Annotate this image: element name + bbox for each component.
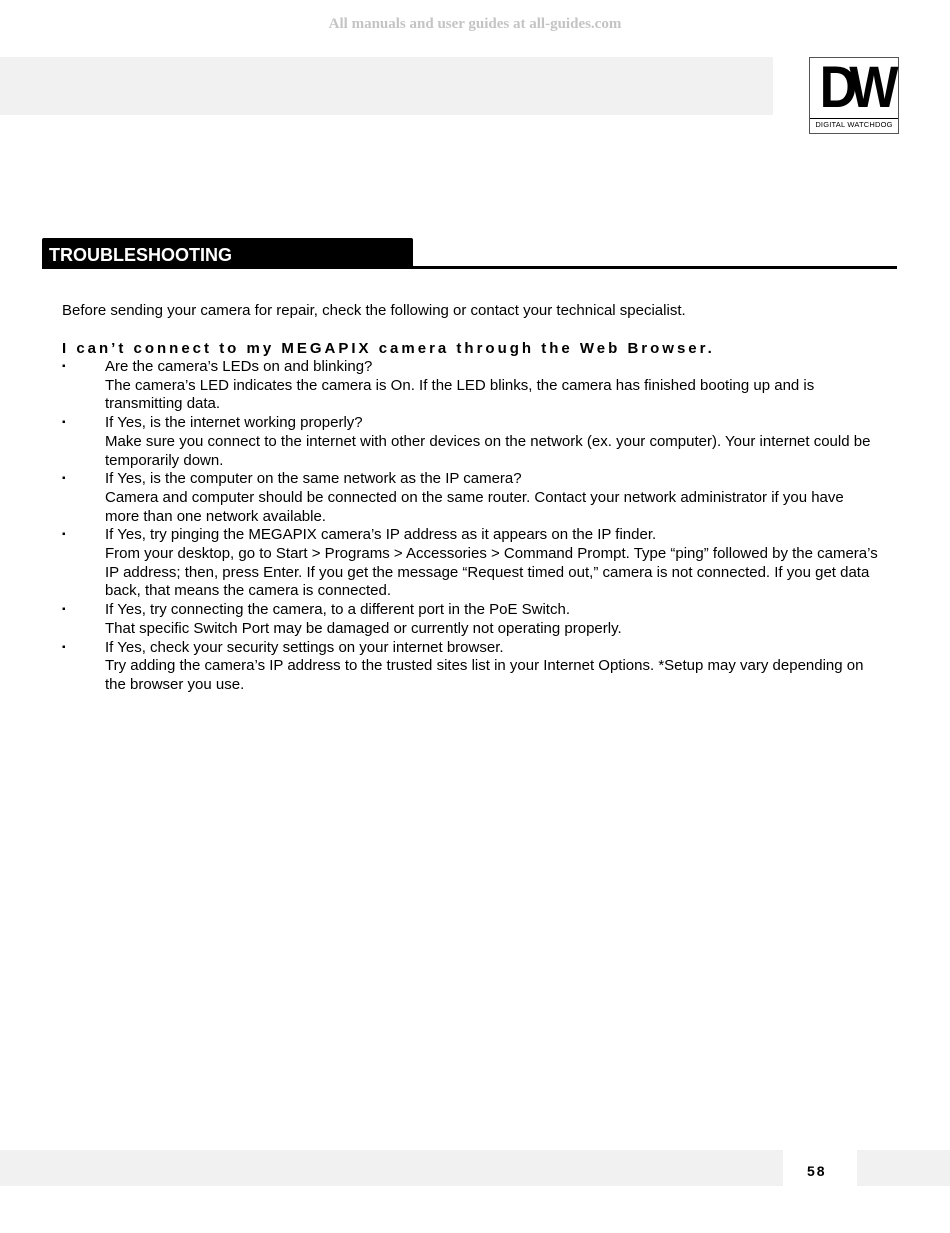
item-check: If Yes, try pinging the MEGAPIX camera’s IP address as it appears on the IP finder.	[105, 526, 657, 544]
section-header-tab	[42, 238, 413, 269]
section-rule	[42, 266, 897, 269]
item-answer: The camera’s LED indicates the camera is On. If the LED blinks, the camera has finished booting up and is transmitting data.	[105, 376, 815, 413]
item-check: If Yes, try connecting the camera, to a different port in the PoE Switch.	[105, 601, 570, 619]
section-title: TROUBLESHOOTING	[49, 245, 232, 265]
list-item	[62, 639, 882, 695]
header-band	[0, 57, 773, 115]
item-answer: From your desktop, go to Start > Programs > Accessories > Command Prompt. Type “ping” followed by the camera’s IP address; then, press Enter. If you get the message “Request timed out,” camera is not connected. If you get data back, that means the camera is connected.	[105, 545, 878, 600]
item-answer: Make sure you connect to the internet with other devices on the network (ex. your computer). Your internet could be temporarily down.	[105, 432, 871, 469]
list-item	[62, 526, 882, 601]
dw-logo	[809, 57, 899, 134]
intro-paragraph: Before sending your camera for repair, check the following or contact your technical specialist.	[62, 302, 686, 319]
bullet-icon: ▪	[62, 473, 66, 485]
item-check: If Yes, is the internet working properly?	[105, 414, 363, 432]
bullet-icon: ▪	[62, 529, 66, 541]
item-check: If Yes, is the computer on the same network as the IP camera?	[105, 470, 522, 488]
page-number: 58	[807, 1163, 827, 1179]
list-item	[62, 601, 882, 638]
bullet-icon: ▪	[62, 361, 66, 372]
logo-mark: DW	[819, 55, 891, 120]
logo-brand-text: DIGITAL WATCHDOG	[810, 118, 898, 129]
item-answer: Camera and computer should be connected on the same router. Contact your network administrator if you have more than one network available.	[105, 488, 844, 525]
watermark: All manuals and user guides at all-guides.com	[328, 16, 622, 32]
item-answer: That specific Switch Port may be damaged or currently not operating properly.	[105, 619, 622, 637]
bullet-icon: ▪	[62, 417, 66, 429]
footer-band	[0, 1150, 783, 1186]
list-item	[62, 470, 882, 526]
troubleshooting-question: I can’t connect to my MEGAPIX camera through the Web Browser.	[62, 340, 715, 357]
footer-band-right	[857, 1150, 950, 1186]
item-answer: Try adding the camera’s IP address to the trusted sites list in your Internet Options. *Setup may vary depending on the browser you use.	[105, 657, 864, 693]
troubleshooting-list	[62, 358, 882, 695]
item-check: Are the camera’s LEDs on and blinking?	[105, 358, 373, 375]
item-check: If Yes, check your security settings on your internet browser.	[105, 638, 504, 656]
bullet-icon: ▪	[62, 604, 66, 616]
bullet-icon: ▪	[62, 641, 66, 653]
list-item	[62, 358, 882, 414]
list-item	[62, 414, 882, 470]
